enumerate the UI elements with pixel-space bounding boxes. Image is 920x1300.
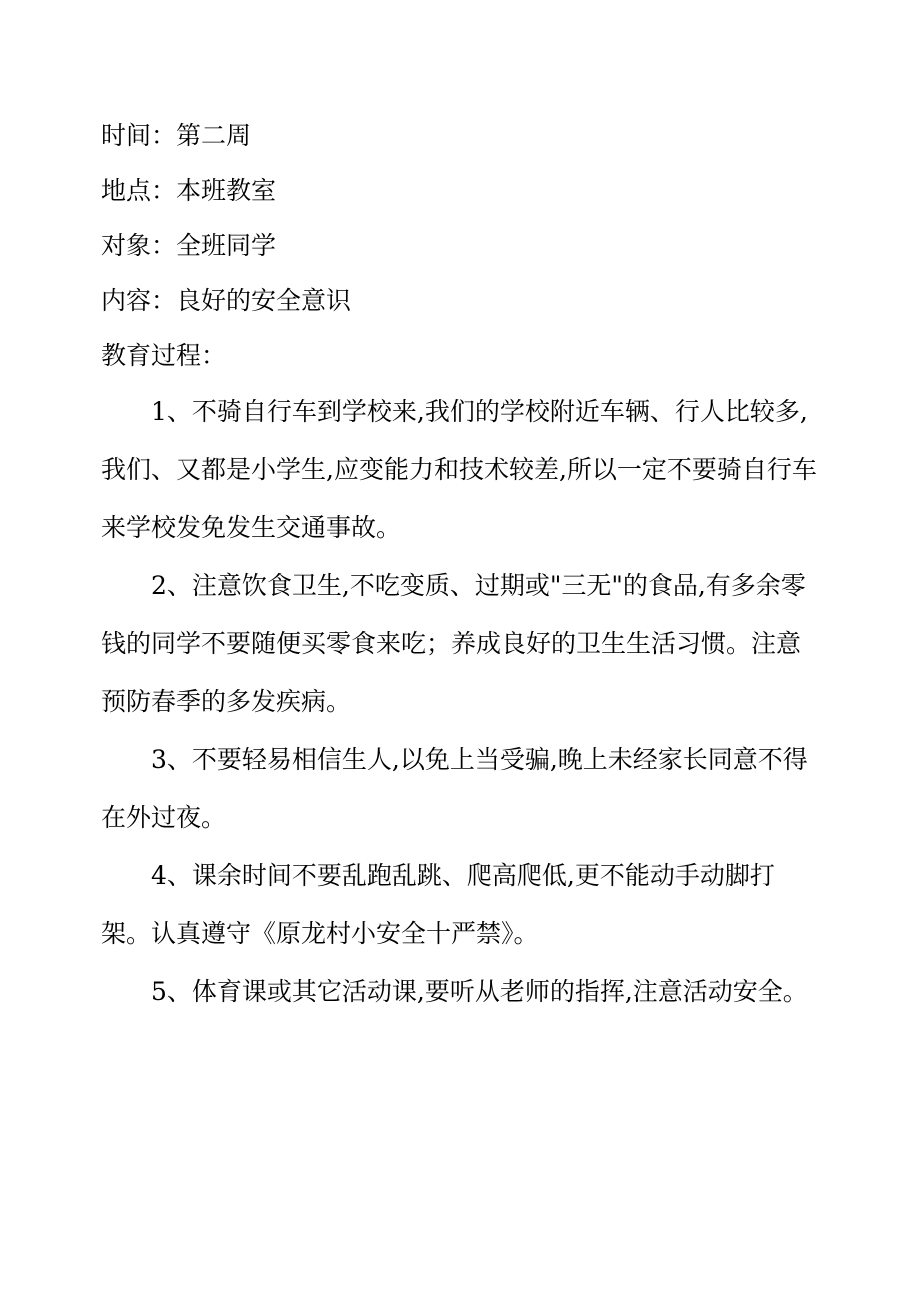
safety-item-3: 3、不要轻易相信生人,以免上当受骗,晚上未经家长同意不得在外过夜。 <box>101 745 808 832</box>
location-line: 地点：本班教室 <box>101 176 277 205</box>
time-line: 时间：第二周 <box>101 121 252 150</box>
audience-line: 对象：全班同学 <box>101 231 277 260</box>
safety-item-4: 4、课余时间不要乱跑乱跳、爬高爬低,更不能动手动脚打架。认真遵守《原龙村小安全十严禁》。 <box>101 861 775 948</box>
topic-line: 内容：良好的安全意识 <box>101 286 352 315</box>
document-content <box>101 108 823 1021</box>
process-heading: 教育过程： <box>101 341 227 370</box>
safety-item-5: 5、体育课或其它活动课,要听从老师的指挥,注意活动安全。 <box>151 977 808 1006</box>
safety-item-1: 1、不骑自行车到学校来,我们的学校附近车辆、行人比较多,我们、又都是小学生,应变能力和技术较差,所以一定不要骑自行车来学校发免发生交通事故。 <box>101 397 817 542</box>
safety-item-2: 2、注意饮食卫生,不吃变质、过期或"三无"的食品,有多余零钱的同学不要随便买零食来吃；养成良好的卫生生活习惯。注意预防春季的多发疾病。 <box>101 571 806 716</box>
